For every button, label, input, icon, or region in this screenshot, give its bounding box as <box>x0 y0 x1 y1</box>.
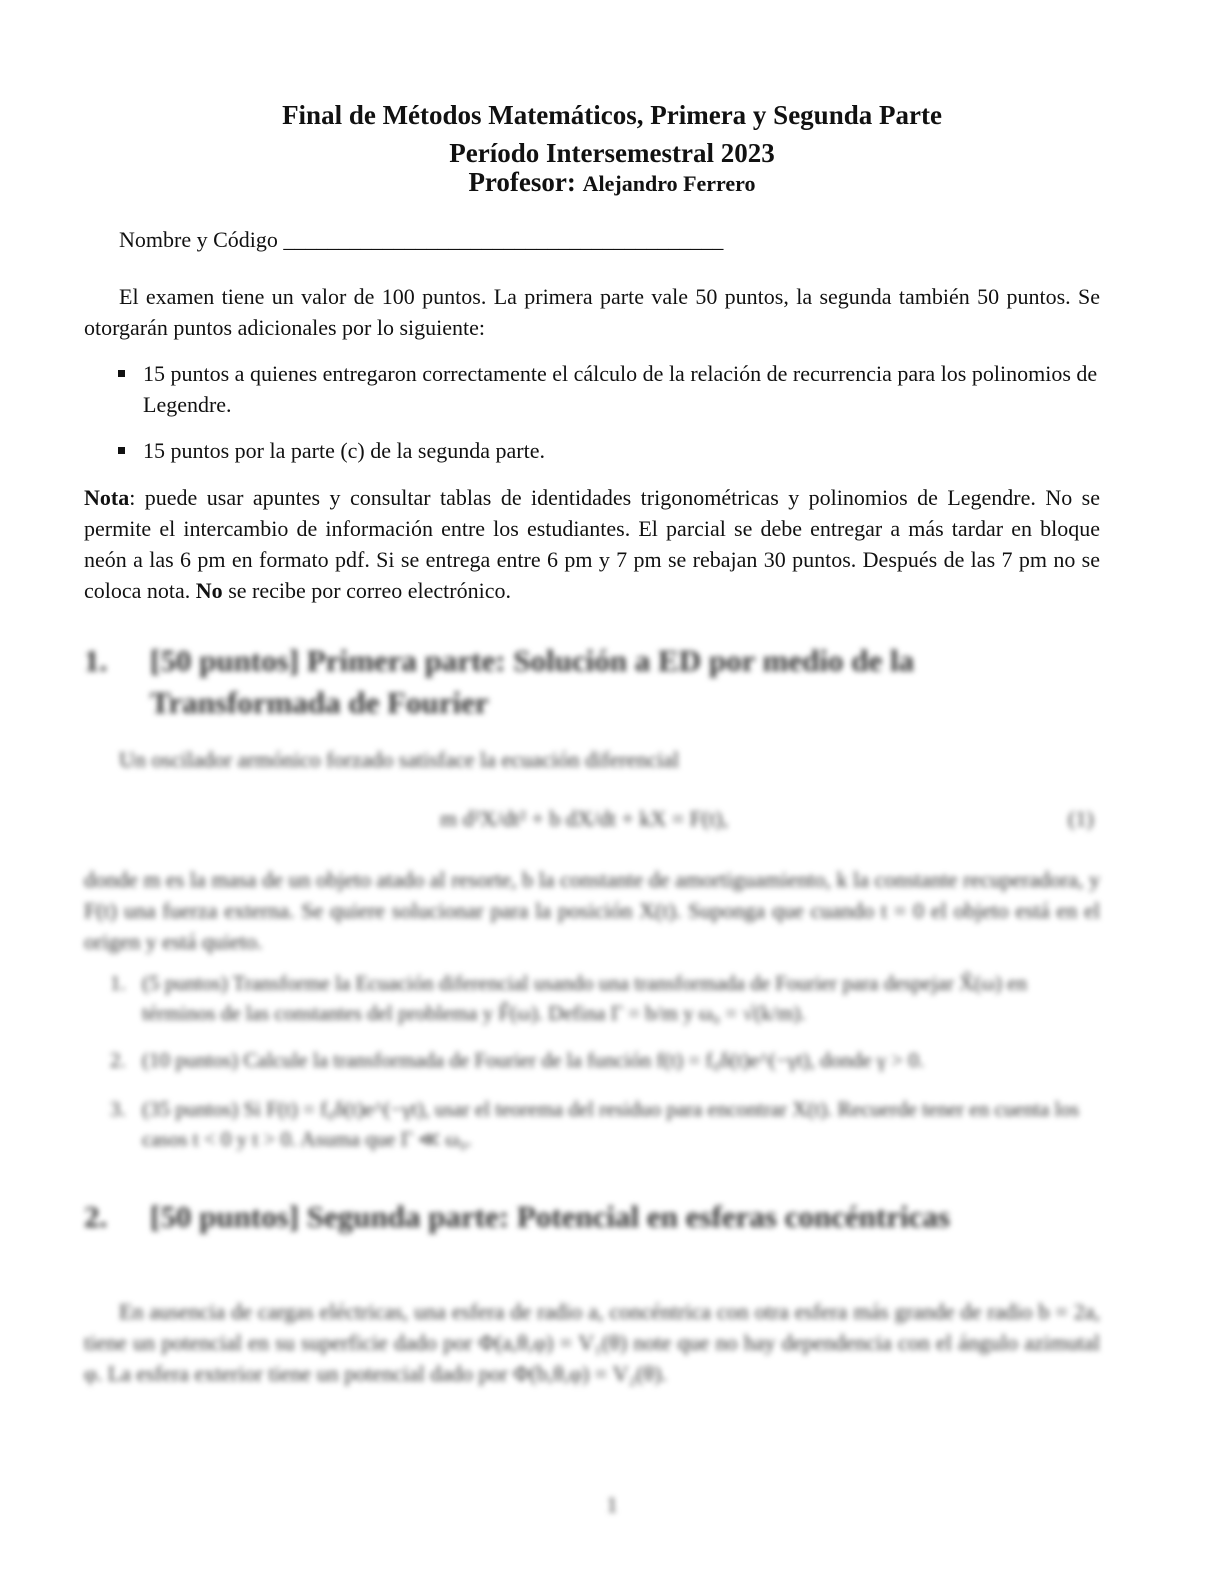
note-label: Nota <box>84 485 130 510</box>
section-1-description: donde m es la masa de un objeto atado al resorte, b la constante de amortiguamiento, k la constante recuperadora, y F(t) una fuerza externa. Se quiere solucionar para la posición X(t). Suponga que cuando t = 0 el objeto está en el origen y está quieto. <box>84 867 1100 954</box>
note-no-label: No <box>195 578 223 603</box>
section-2-text: En ausencia de cargas eléctricas, una esfera de radio a, concéntrica con otra esfera más grande de radio b = 2a, tiene un potencial en su superficie dado por Φ(a,θ,φ) = V₁(θ) note que no hay dependencia con el ángulo azimutal φ. La esfera exterior tiene un potencial dado por Φ(b,θ,φ) = V₂(θ). <box>84 1299 1100 1386</box>
exam-period: Período Intersemestral 2023 <box>449 138 775 168</box>
list-item-number: 1. <box>110 971 126 995</box>
name-field-label: Nombre y Código <box>119 227 278 252</box>
list-item-number: 3. <box>110 1097 126 1121</box>
section-1-title <box>84 640 1100 724</box>
name-field-blank: ________________________________________ <box>283 227 724 252</box>
section-1-intro: Un oscilador armónico forzado satisface la ecuación diferencial <box>119 747 680 772</box>
page-number: 1 <box>606 1492 618 1517</box>
list-item <box>110 968 1100 1028</box>
section-2-heading: [50 puntos] Segunda parte: Potencial en esferas concéntricas <box>150 1199 950 1234</box>
bullet-item <box>118 358 1100 420</box>
list-item-text: (35 puntos) Si F(t) = f₀δ(t)e^(−γt), usar el teorema del residuo para encontrar X(t). Recuerde tener en cuenta los casos t < 0 y t > 0. Asuma que Γ ≪ ω₀. <box>142 1097 1080 1151</box>
section-2-title <box>84 1196 1100 1238</box>
note-text-end: se recibe por correo electrónico. <box>222 578 511 603</box>
professor-name: Alejandro Ferrero <box>582 171 756 196</box>
list-item <box>110 1045 1100 1075</box>
section-1-number: 1. <box>84 643 108 678</box>
list-item-text: (5 puntos) Transforme la Ecuación diferencial usando una transformada de Fourier para despejar X̃(ω) en términos de las constantes del problema y F̃(ω). Defina Γ = b/m y ω₀ = √(k/m). <box>142 971 1028 1025</box>
exam-title: Final de Métodos Matemáticos, Primera y Segunda Parte <box>282 100 942 130</box>
professor-label: Profesor: <box>468 167 576 197</box>
equation-1: m d²X/dt² + b dX/dt + kX = F(t), <box>440 806 729 831</box>
bullet-text: 15 puntos por la parte (c) de la segunda parte. <box>143 438 545 463</box>
note-text: : puede usar apuntes y consultar tablas de identidades trigonométricas y polinomios de Legendre. No se permite el intercambio de información entre los estudiantes. El parcial se debe entregar a más tardar en bloque neón a las 6 pm en formato pdf. Si se entrega entre 6 pm y 7 pm se rebajan 30 puntos. Después de las 7 pm no se coloca nota. <box>84 485 1100 603</box>
list-item-number: 2. <box>110 1048 126 1072</box>
section-2-number: 2. <box>84 1199 108 1234</box>
professor-line <box>0 167 1224 198</box>
equation-number: (1) <box>1068 806 1094 831</box>
bullet-icon <box>118 370 125 377</box>
note-paragraph <box>84 482 1100 606</box>
name-field <box>84 224 1100 255</box>
list-item <box>110 1094 1100 1154</box>
bullet-text: 15 puntos a quienes entregaron correctamente el cálculo de la relación de recurrencia para los polinomios de Legendre. <box>143 361 1098 417</box>
bullet-item <box>118 435 1100 466</box>
bullet-icon <box>118 447 125 454</box>
intro-paragraph: El examen tiene un valor de 100 puntos. La primera parte vale 50 puntos, la segunda también 50 puntos. Se otorgarán puntos adicionales por lo siguiente: <box>84 284 1100 340</box>
section-1-heading: [50 puntos] Primera parte: Solución a ED por medio de la Transformada de Fourier <box>150 643 915 720</box>
list-item-text: (10 puntos) Calcule la transformada de Fourier de la función f(t) = f₀δ(t)e^(−γt), donde γ > 0. <box>142 1048 925 1072</box>
